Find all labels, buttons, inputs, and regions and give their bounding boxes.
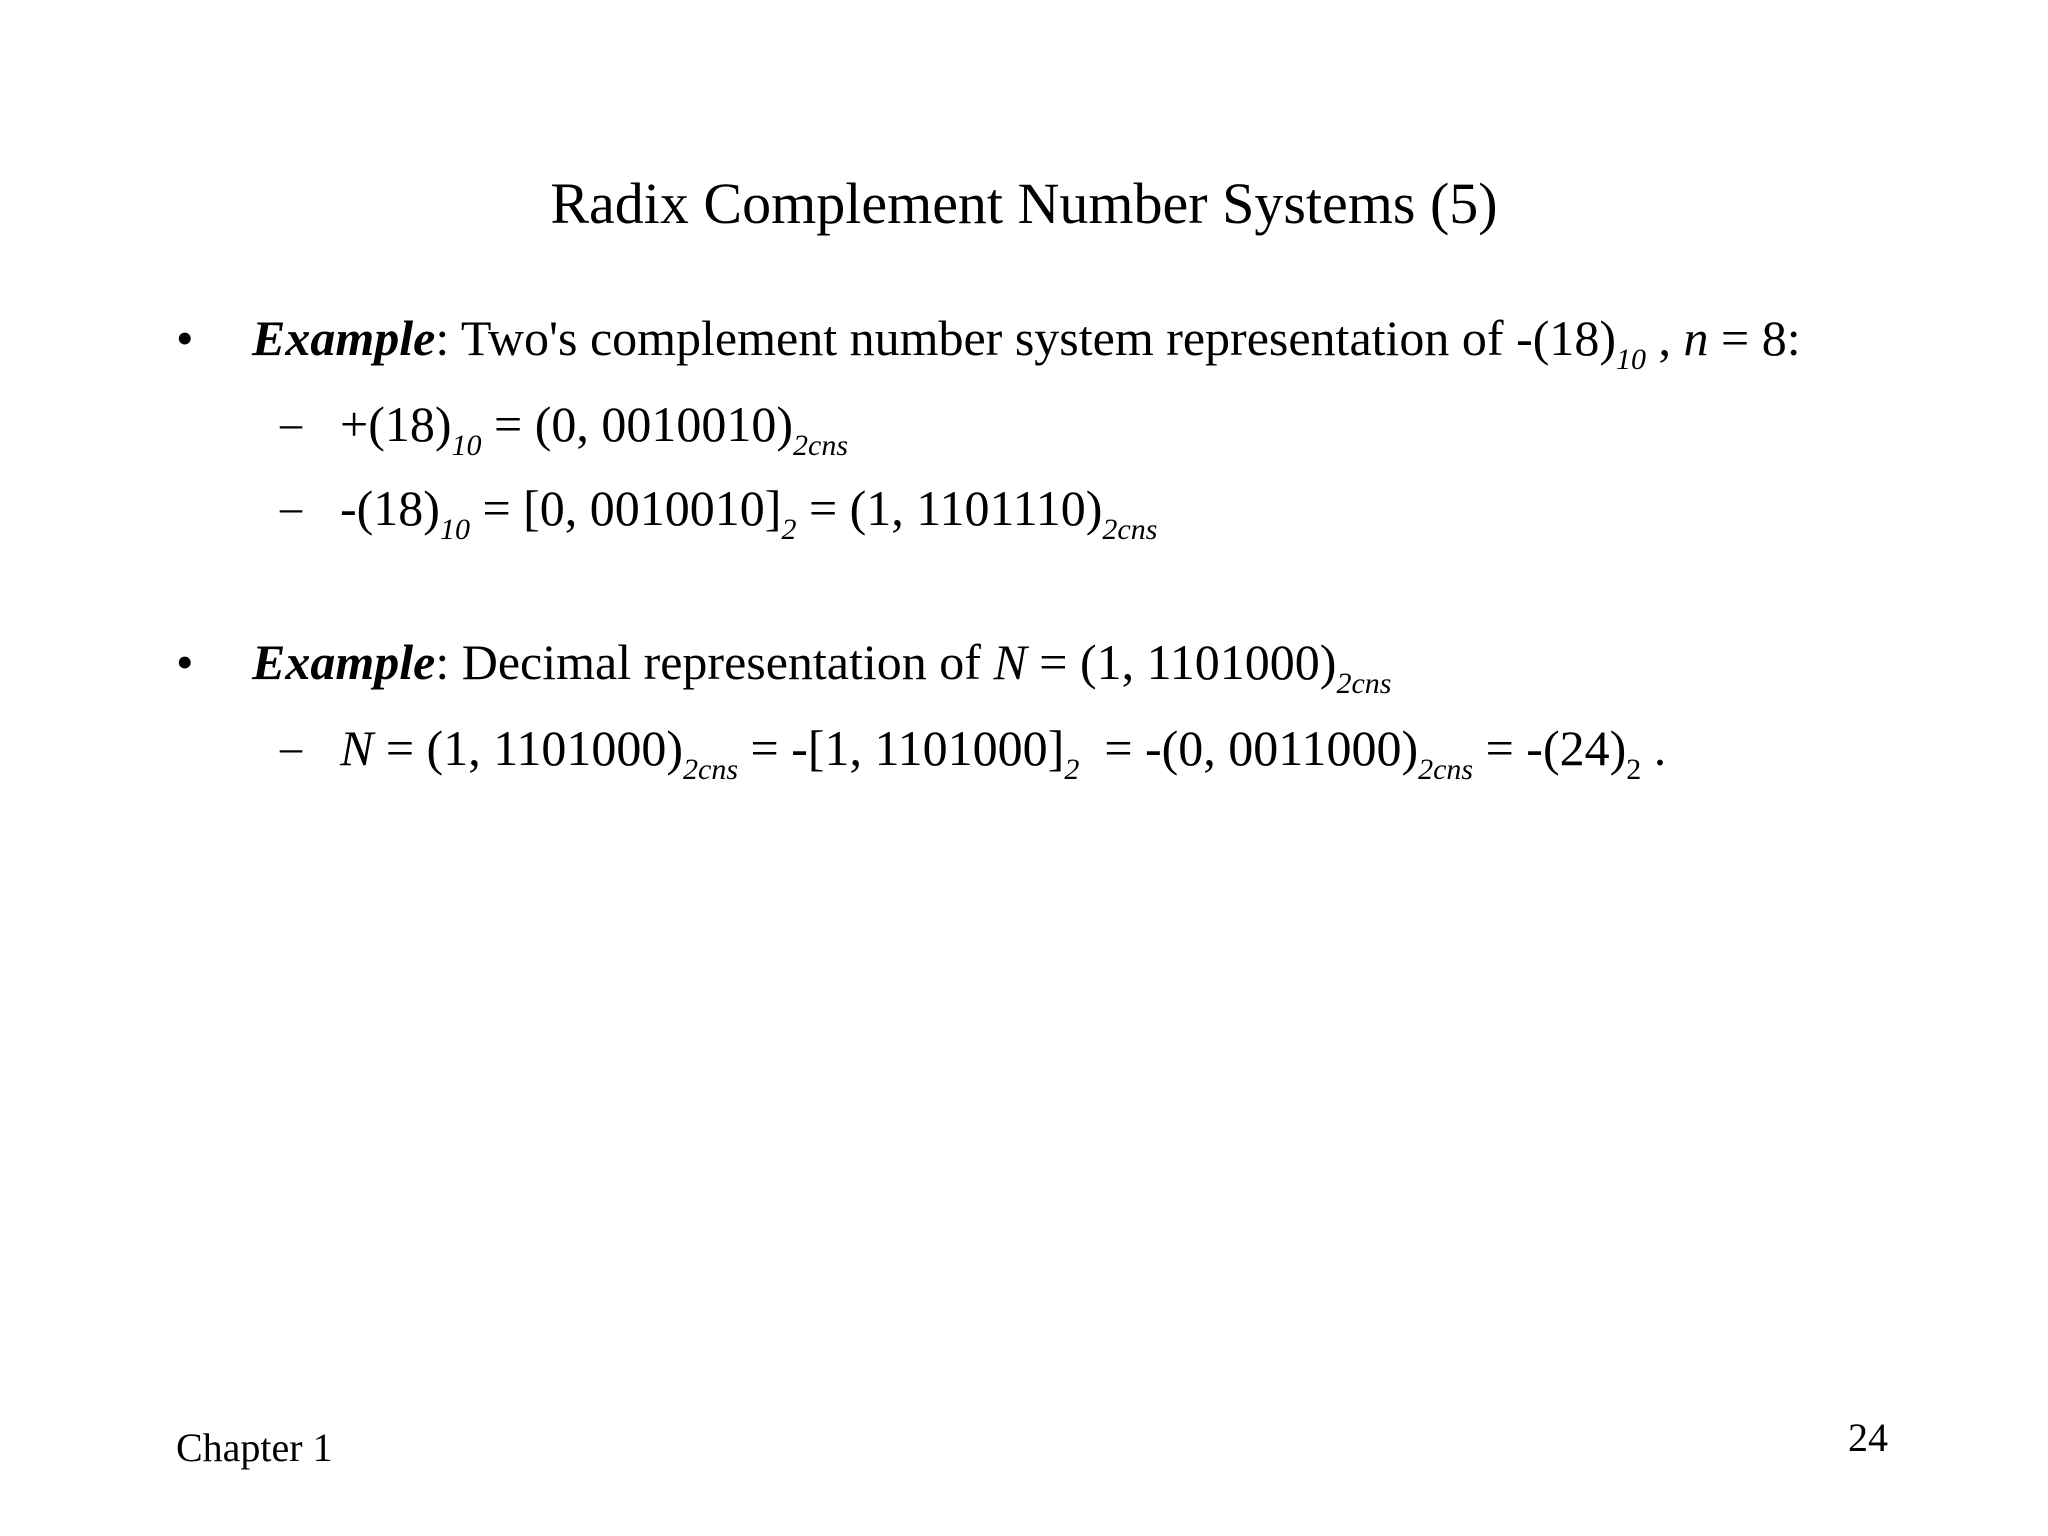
- expr-subscript: 2cns: [683, 753, 739, 786]
- expr-variable: N: [340, 720, 374, 776]
- slide-title: Radix Complement Number Systems (5): [550, 171, 1498, 236]
- expr-subscript: 2: [1626, 753, 1642, 786]
- example-1-tail: = 8:: [1708, 310, 1801, 366]
- example-2-tail: = (1, 1101000): [1026, 634, 1337, 690]
- example-2-subscript: 2cns: [1336, 667, 1392, 700]
- example-2-variable: N: [993, 634, 1027, 690]
- page-number: 24: [1848, 1415, 1888, 1460]
- footer-chapter: Chapter 1: [176, 1425, 333, 1470]
- example-1-text: : Two's complement number system representation of -(18): [435, 310, 1617, 366]
- expr-part: +(18): [340, 396, 452, 452]
- expr-part: = -(24): [1473, 720, 1627, 776]
- example-1-label: Example: [252, 310, 436, 366]
- example-1-variable: n: [1683, 310, 1709, 366]
- expr-part: = -[1, 1101000]: [738, 720, 1065, 776]
- sub-1-1-marker: –: [280, 399, 302, 448]
- expr-end: .: [1641, 720, 1667, 776]
- sub-1-2-marker: –: [280, 483, 302, 532]
- bullet-2-marker: •: [176, 634, 194, 690]
- expr-part: = (0, 0010010): [481, 396, 793, 452]
- example-2-label: Example: [252, 634, 436, 690]
- expr-subscript: 10: [451, 429, 482, 462]
- example-1-subscript: 10: [1616, 343, 1647, 376]
- expr-subscript: 10: [439, 513, 470, 546]
- expr-part: = [0, 0010010]: [469, 480, 782, 536]
- expr-subscript: 2cns: [1418, 753, 1474, 786]
- example-2-line: [252, 632, 1392, 700]
- expr-subscript: 2cns: [1102, 513, 1158, 546]
- expr-part: = (1, 1101000): [373, 720, 684, 776]
- example-1-line: [252, 308, 1801, 376]
- expr-part: = -(0, 0011000): [1079, 720, 1419, 776]
- example-1-sep: ,: [1646, 310, 1684, 366]
- expr-subscript: 2cns: [793, 429, 848, 462]
- expr-part: = (1, 1101110): [796, 480, 1103, 536]
- expr-subscript: 2: [1064, 753, 1080, 786]
- example-2-text: : Decimal representation of: [435, 634, 994, 690]
- example-2-item-1: [340, 718, 1667, 786]
- expr-subscript: 2: [781, 513, 797, 546]
- example-1-item-1: [340, 394, 848, 462]
- sub-2-1-marker: –: [280, 723, 302, 772]
- example-1-item-2: [340, 478, 1158, 546]
- bullet-1-marker: •: [176, 310, 194, 366]
- expr-part: -(18): [340, 480, 440, 536]
